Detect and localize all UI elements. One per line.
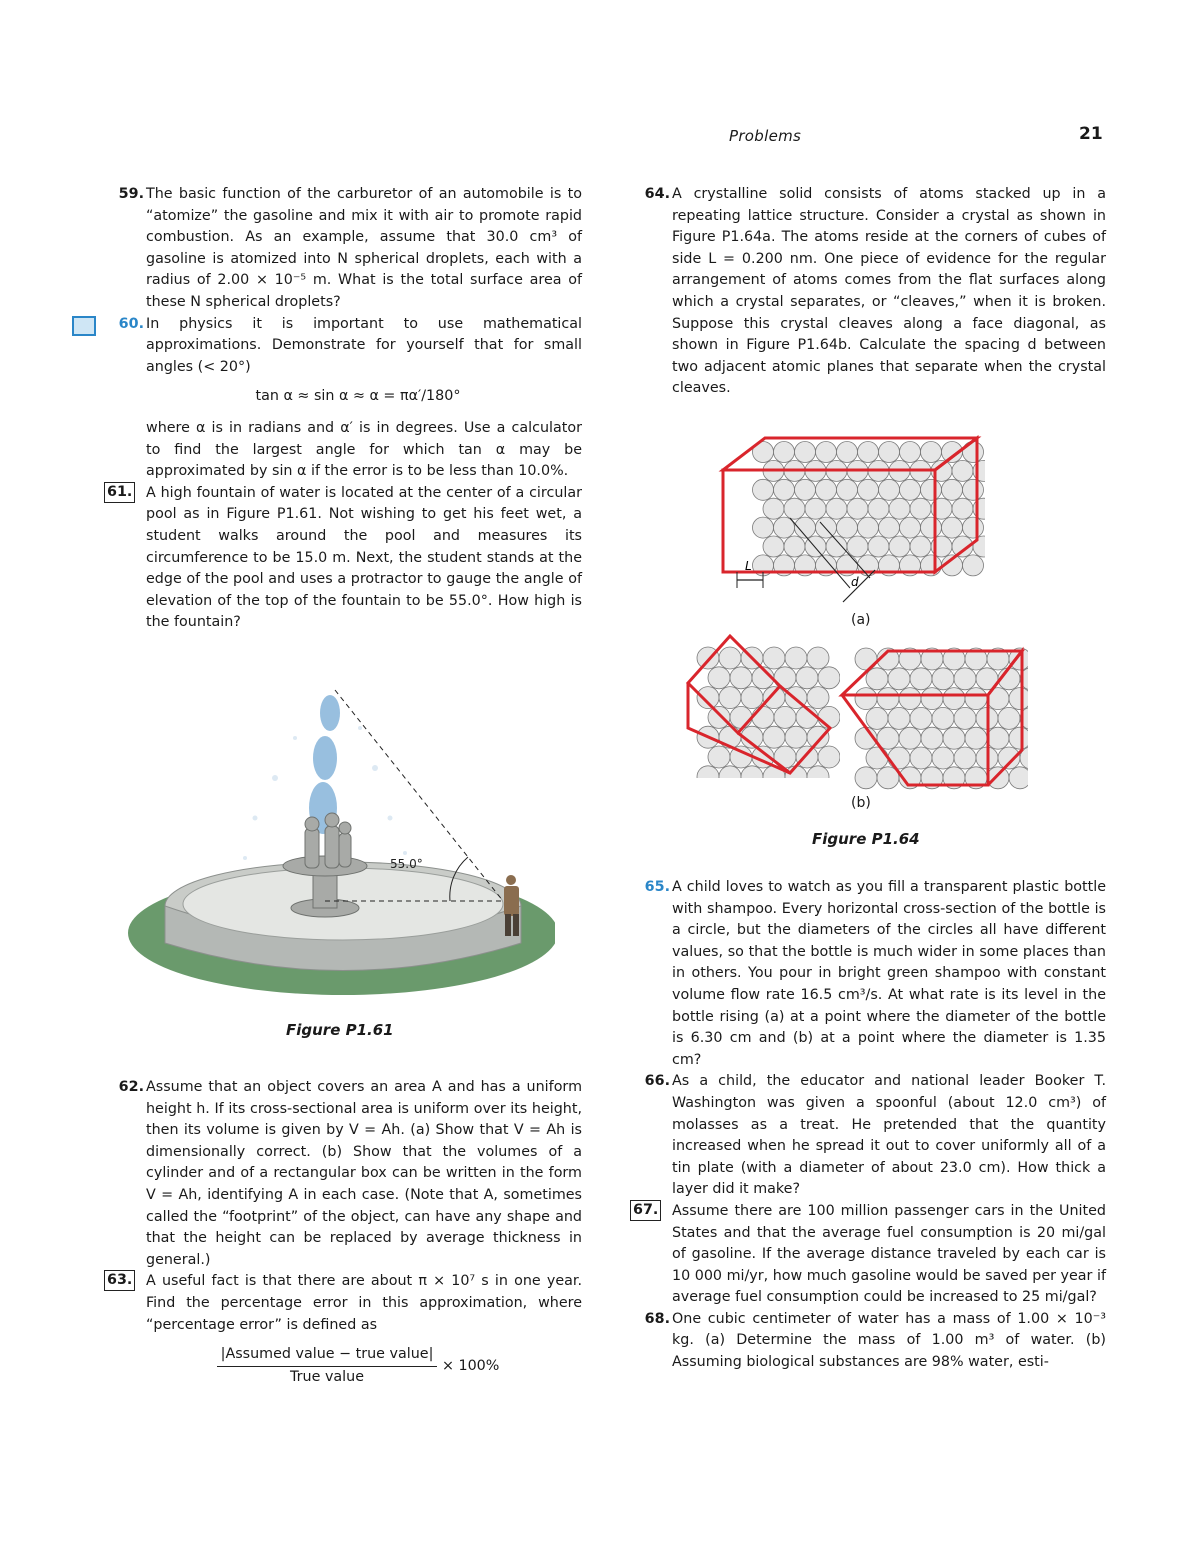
problem-60 — [110, 314, 582, 379]
left-column-top — [107, 184, 582, 634]
L-label: L — [745, 559, 752, 573]
fraction-factor: × 100% — [441, 1358, 500, 1375]
problem-text: As a child, the educator and national leader Booker T. Washington was given a spoonful (about 12.0 cm³) of molasses as a treat. He pretended that the quantity increased when he spread it out to cover uniformly all of a tin plate (with a diameter of about 23.0 cm). How thick a layer did it make? — [672, 1073, 1106, 1198]
problem-number: 62. — [118, 1079, 144, 1095]
page-number: 21 — [1079, 124, 1103, 144]
figure-b-label: (b) — [851, 795, 871, 811]
figure-p1-64-caption: Figure P1.64 — [812, 830, 920, 848]
problem-text: Assume that an object covers an area A and has a uniform height h. If its cross-sectional area is uniform over its height, then its volume is given by V = Ah. (a) Show that V = Ah is dimensionally correct. (b) Show that the volumes of a cylinder and of a rectangular box can be written in the form V = Ah, identifying A in each case. (Note that A, sometimes called the “footprint” of the object, can have any shape and that the height can be replaced by average thickness in general.) — [146, 1079, 582, 1268]
problem-text: The basic function of the carburetor of an automobile is to “atomize” the gasoline and mix it with air to promote rapid combustion. As an example, assume that 30.0 cm³ of gasoline is atomized into N spherical droplets, each with a radius of 2.00 × 10⁻⁵ m. What is the total surface area of these N spherical droplets? — [146, 186, 582, 310]
crystal-cleaved-left — [680, 628, 840, 778]
right-column-bottom — [633, 877, 1106, 1374]
problem-number: 65. — [644, 879, 670, 895]
problem-text: Assume there are 100 million passenger cars in the United States and that the average fuel consumption is 20 mi/gal of gasoline. If the average distance traveled by each car is 10 000 mi/yr, how much gasoline would be saved per year if average fuel consumption could be increased to 25 mi/gal? — [672, 1202, 1106, 1306]
problem-59 — [110, 184, 582, 314]
percentage-error-equation — [110, 1344, 582, 1388]
water-jets — [309, 695, 340, 834]
problem-number: 63. — [104, 1270, 135, 1291]
left-column-bottom — [107, 1077, 582, 1398]
figure-p1-61-caption: Figure P1.61 — [286, 1021, 394, 1039]
problem-text: A child loves to watch as you fill a transparent plastic bottle with shampoo. Every horizontal cross-section of the bottle is a circle, but the diameters of the circles all have different values, so that the bottle is much wider in some places than in others. You pour in bright green shampoo with constant volume flow rate 16.5 cm³/s. At what rate is its level in the bottle rising (a) at a point where the diameter of the bottle is 6.30 cm and (b) at a point where the diameter is 1.35 cm? — [672, 879, 1106, 1068]
problem-64 — [636, 184, 1106, 400]
problem-number: 61. — [104, 482, 135, 503]
fraction — [217, 1344, 438, 1388]
d-label: d — [851, 575, 859, 589]
problem-63 — [107, 1271, 582, 1336]
figure-a-label: (a) — [851, 612, 871, 628]
problem-65 — [636, 877, 1106, 1071]
fraction-denominator: True value — [290, 1368, 364, 1385]
problem-66 — [636, 1071, 1106, 1201]
atom-spheres — [753, 442, 986, 576]
approximation-equation: tan α ≈ sin α ≈ α = πα′/180° — [255, 388, 461, 405]
fraction-numerator: |Assumed value − true value| — [217, 1344, 438, 1367]
problem-number: 60. — [118, 315, 144, 332]
problem-62 — [110, 1077, 582, 1271]
problem-68 — [636, 1309, 1106, 1374]
problem-number: 68. — [644, 1310, 670, 1327]
problem-text: where α is in radians and α′ is in degrees. Use a calculator to find the largest angle for which tan α may be approximated by sin α if the error is to be less than 10.0%. — [146, 419, 582, 480]
crystal-cleaved-right — [838, 645, 1028, 790]
problem-text: A high fountain of water is located at the center of a circular pool as in Figure P1.61. Not wishing to get his feet wet, a student walks around the pool and measures its circumference to be 15.0 m. Next, the student stands at the edge of the pool and uses a protractor to gauge the angle of elevation of the top of the fountain to be 55.0°. How high is the fountain? — [146, 484, 582, 631]
problem-number: 64. — [644, 186, 670, 202]
angle-label: 55.0° — [390, 857, 423, 871]
problem-61 — [107, 483, 582, 634]
problem-number: 67. — [630, 1200, 661, 1221]
problem-60-continued — [110, 418, 582, 483]
fountain-illustration — [125, 668, 555, 1013]
crystal-block-a — [715, 430, 985, 610]
running-header-section: Problems — [729, 127, 802, 145]
problem-text: A crystalline solid consists of atoms stacked up in a repeating lattice structure. Consider a crystal as shown in Figure P1.64a. The atoms reside at the corners of cubes of side L = 0.200 nm. One piece of evidence for the regular arrangement of atoms comes from the flat surfaces along which a crystal separates, or “cleaves,” when it is broken. Suppose this crystal cleaves along a face diagonal, as shown in Figure P1.64b. Calculate the spacing d between two adjacent atomic planes that separate when the crystal cleaves. — [672, 186, 1106, 397]
problem-text: In physics it is important to use mathematical approximations. Demonstrate for yourself that for small angles (< 20°) — [146, 315, 582, 375]
problem-text: One cubic centimeter of water has a mass of 1.00 × 10⁻³ kg. (a) Determine the mass of 1.00 m³ of water. (b) Assuming biological substances are 98% water, esti- — [672, 1310, 1106, 1371]
problem-text: A useful fact is that there are about π × 10⁷ s in one year. Find the percentage error in this approximation, where “percentage error” is defined as — [146, 1273, 582, 1333]
problem-number: 59. — [118, 186, 144, 202]
problem-67 — [633, 1201, 1106, 1309]
problem-number: 66. — [644, 1073, 670, 1090]
atom-spheres — [855, 648, 1028, 789]
interactive-tutorial-icon[interactable] — [72, 316, 96, 336]
right-column-top — [636, 184, 1106, 400]
